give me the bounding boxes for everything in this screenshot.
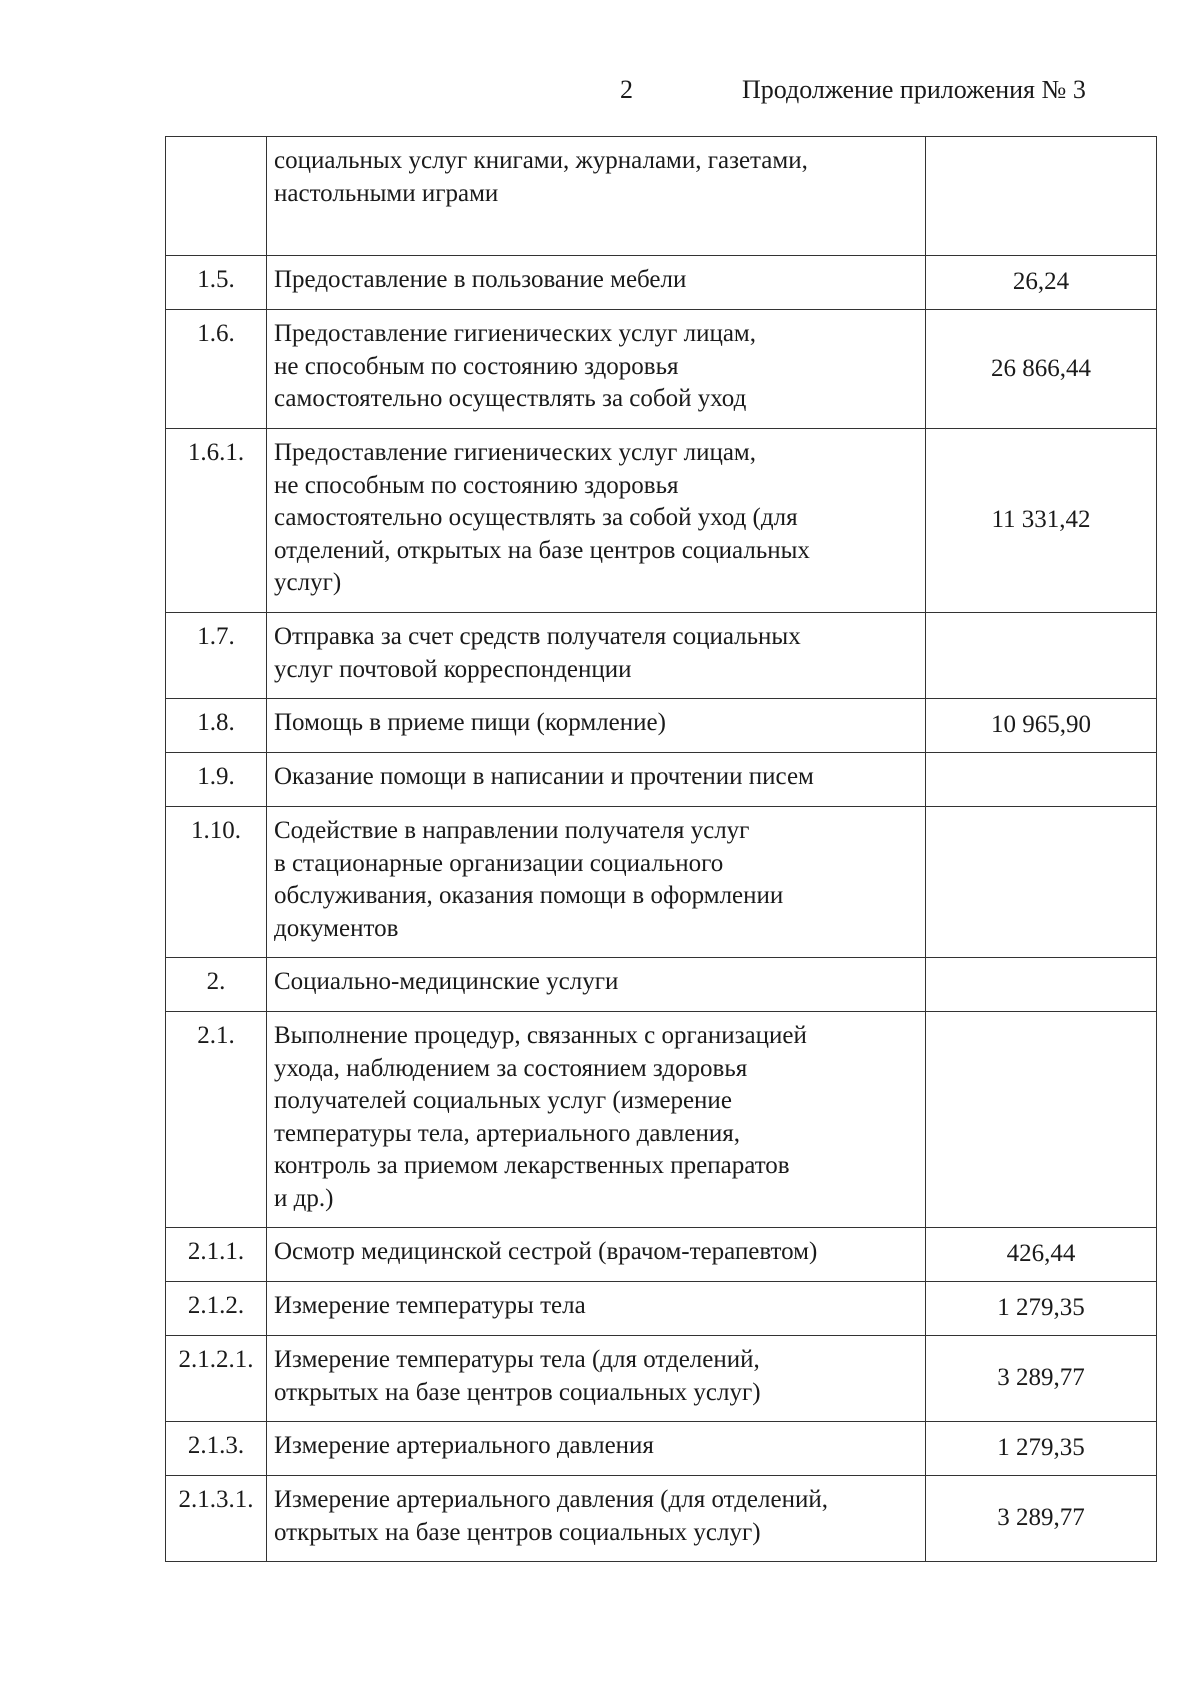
table-row	[166, 1336, 1157, 1422]
row-number-cell: 1.5.	[166, 256, 267, 310]
service-name-line: открытых на базе центров социальных услуг)	[274, 1378, 761, 1406]
page-header	[0, 70, 1200, 110]
row-number-cell: 2.1.1.	[166, 1228, 267, 1282]
row-number-cell: 2.1.3.1.	[166, 1476, 267, 1562]
page-number: 2	[620, 75, 633, 104]
service-name-line: получателей социальных услуг (измерение	[274, 1087, 732, 1114]
row-number-cell: 2.	[166, 958, 267, 1012]
price-cell	[926, 613, 1157, 699]
service-name-line: не способным по состоянию здоровья	[274, 352, 679, 380]
table-row	[166, 613, 1157, 699]
price-cell: 1 279,35	[926, 1282, 1157, 1336]
price-cell: 11 331,42	[926, 429, 1157, 613]
service-name-cell	[267, 1282, 926, 1336]
row-number-cell: 2.1.3.	[166, 1422, 267, 1476]
page-title: Продолжение приложения № 3	[742, 75, 1086, 104]
price-cell: 26 866,44	[926, 310, 1157, 429]
row-number-cell: 2.1.	[166, 1012, 267, 1228]
service-name-line: открытых на базе центров социальных услуг)	[274, 1518, 761, 1546]
table-row	[166, 137, 1157, 256]
service-name-line: Измерение температуры тела (для отделений,	[274, 1346, 760, 1373]
table-row	[166, 1012, 1157, 1228]
service-name-cell	[267, 958, 926, 1012]
row-number-cell: 1.9.	[166, 753, 267, 807]
service-name-cell	[267, 807, 926, 958]
row-number-cell: 1.10.	[166, 807, 267, 958]
service-name-line: социальных услуг книгами, журналами, газетами,	[274, 147, 808, 174]
service-name-line: Социально-медицинские услуги	[274, 968, 619, 995]
service-name-line: Измерение артериального давления	[274, 1432, 654, 1459]
service-name-line: Помощь в приеме пищи (кормление)	[274, 709, 666, 736]
service-name-cell	[267, 613, 926, 699]
service-name-line: самостоятельно осуществлять за собой уход	[274, 385, 747, 412]
service-name-line: ухода, наблюдением за состоянием здоровья	[274, 1054, 748, 1082]
table-row	[166, 1282, 1157, 1336]
service-name-line: отделений, открытых на базе центров социальных	[274, 536, 810, 564]
service-name-line: Измерение температуры тела	[274, 1292, 586, 1319]
services-table-body	[166, 137, 1157, 1562]
service-name-cell	[267, 1228, 926, 1282]
price-cell: 26,24	[926, 256, 1157, 310]
service-name-line: контроль за приемом лекарственных препаратов	[274, 1152, 790, 1179]
service-name-line: не способным по состоянию здоровья	[274, 471, 679, 499]
price-cell	[926, 753, 1157, 807]
service-name-line: температуры тела, артериального давления,	[274, 1119, 740, 1147]
table-row	[166, 958, 1157, 1012]
row-number-cell: 1.8.	[166, 699, 267, 753]
service-name-line: Оказание помощи в написании и прочтении писем	[274, 763, 814, 790]
table-row	[166, 310, 1157, 429]
table-row	[166, 1228, 1157, 1282]
row-number-cell: 1.7.	[166, 613, 267, 699]
service-name-line: Отправка за счет средств получателя социальных	[274, 623, 801, 650]
row-number-cell: 2.1.2.	[166, 1282, 267, 1336]
service-name-line: настольными играми	[274, 179, 499, 207]
price-cell	[926, 1012, 1157, 1228]
service-name-cell	[267, 1012, 926, 1228]
table-row	[166, 807, 1157, 958]
row-number-cell: 2.1.2.1.	[166, 1336, 267, 1422]
table-row	[166, 429, 1157, 613]
service-name-cell	[267, 429, 926, 613]
price-cell: 10 965,90	[926, 699, 1157, 753]
service-name-line: услуг почтовой корреспонденции	[274, 655, 632, 683]
service-name-line: Выполнение процедур, связанных с организацией	[274, 1022, 807, 1049]
service-name-line: самостоятельно осуществлять за собой уход (для	[274, 504, 798, 531]
service-name-cell	[267, 1336, 926, 1422]
service-name-line: документов	[274, 914, 399, 942]
price-cell	[926, 958, 1157, 1012]
service-name-line: обслуживания, оказания помощи в оформлении	[274, 882, 784, 909]
table-row	[166, 1422, 1157, 1476]
service-name-cell	[267, 310, 926, 429]
table-row	[166, 256, 1157, 310]
service-name-line: в стационарные организации социального	[274, 849, 724, 877]
service-name-line: Предоставление гигиенических услуг лицам,	[274, 320, 756, 347]
price-cell: 1 279,35	[926, 1422, 1157, 1476]
row-number-cell	[166, 137, 267, 256]
service-name-line: Осмотр медицинской сестрой (врачом-терапевтом)	[274, 1238, 818, 1265]
service-name-line: Содействие в направлении получателя услуг	[274, 817, 750, 844]
price-cell: 3 289,77	[926, 1336, 1157, 1422]
price-cell	[926, 137, 1157, 256]
row-number-cell: 1.6.	[166, 310, 267, 429]
service-name-line: Измерение артериального давления (для отделений,	[274, 1486, 828, 1513]
service-name-cell	[267, 699, 926, 753]
service-name-cell	[267, 1476, 926, 1562]
service-name-line: Предоставление в пользование мебели	[274, 266, 687, 293]
row-number-cell: 1.6.1.	[166, 429, 267, 613]
service-name-cell	[267, 753, 926, 807]
service-name-cell	[267, 137, 926, 256]
price-cell: 426,44	[926, 1228, 1157, 1282]
services-table	[165, 136, 1157, 1562]
table-row	[166, 699, 1157, 753]
service-name-line: Предоставление гигиенических услуг лицам,	[274, 439, 756, 466]
service-name-line: и др.)	[274, 1184, 334, 1212]
service-name-line: услуг)	[274, 569, 342, 596]
table-row	[166, 753, 1157, 807]
service-name-cell	[267, 256, 926, 310]
price-cell: 3 289,77	[926, 1476, 1157, 1562]
table-row	[166, 1476, 1157, 1562]
service-name-cell	[267, 1422, 926, 1476]
price-cell	[926, 807, 1157, 958]
